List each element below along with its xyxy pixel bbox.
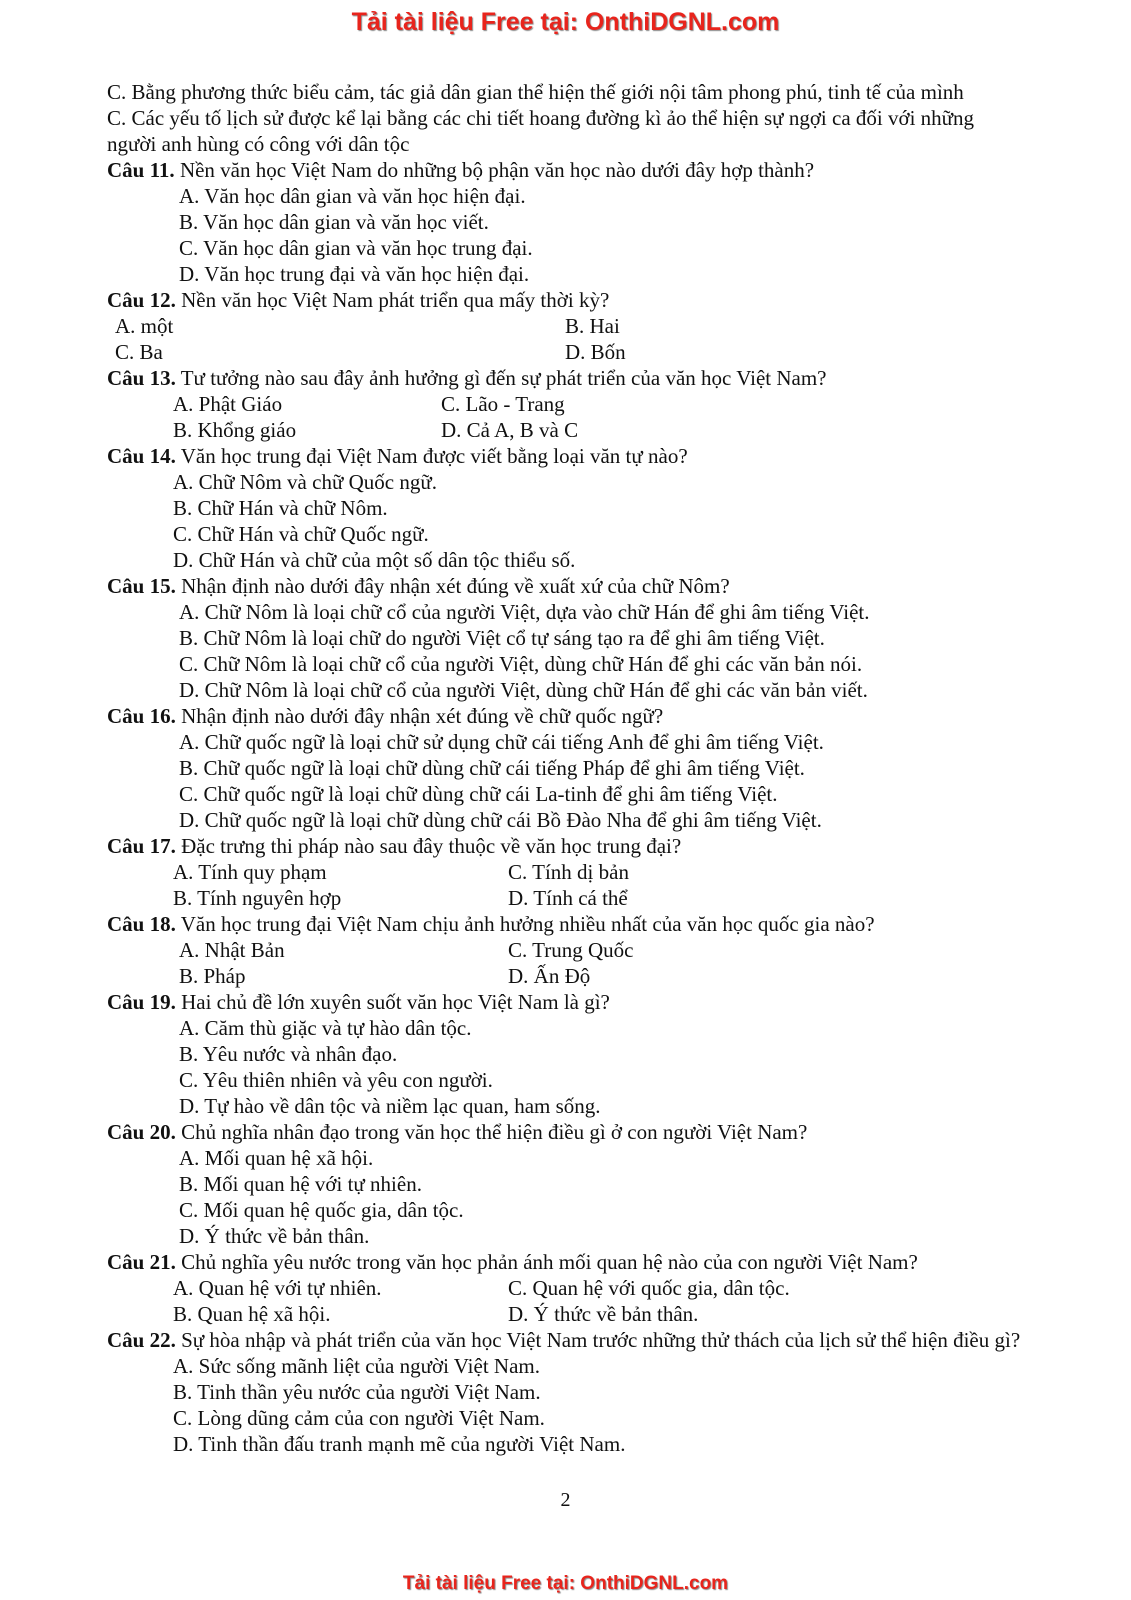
option: B. Chữ Hán và chữ Nôm. (173, 496, 388, 520)
option: A. Tính quy phạm (173, 860, 327, 884)
option: B. Quan hệ xã hội. (173, 1302, 331, 1326)
option: A. Phật Giáo (173, 392, 283, 416)
option: B. Mối quan hệ với tự nhiên. (179, 1172, 422, 1196)
option: D. Tự hào về dân tộc và niềm lạc quan, ham sống. (179, 1094, 601, 1118)
option-row (107, 391, 1027, 417)
option: D. Tính cá thể (508, 886, 628, 910)
question-label: Câu 17. (107, 834, 176, 858)
option: B. Tinh thần yêu nước của người Việt Nam. (173, 1380, 541, 1404)
question-label: Câu 20. (107, 1120, 176, 1144)
option: D. Chữ quốc ngữ là loại chữ dùng chữ cái Bồ Đào Nha để ghi âm tiếng Việt. (179, 808, 822, 832)
option: D. Chữ Nôm là loại chữ cổ của người Việt, dùng chữ Hán để ghi các văn bản viết. (179, 678, 868, 702)
option: B. Văn học dân gian và văn học viết. (179, 210, 489, 234)
question-text: Nhận định nào dưới đây nhận xét đúng về xuất xứ của chữ Nôm? (181, 574, 730, 598)
question-label: Câu 13. (107, 366, 176, 390)
question-label: Câu 22. (107, 1328, 176, 1352)
option: D. Ý thức về bản thân. (179, 1224, 370, 1248)
option-row (107, 885, 1027, 911)
option-row (107, 1275, 1027, 1301)
question-label: Câu 12. (107, 288, 176, 312)
question-label: Câu 16. (107, 704, 176, 728)
option: B. Tính nguyên hợp (173, 886, 342, 910)
question-20 (107, 1119, 1027, 1145)
question-12 (107, 287, 1027, 313)
option-row (107, 313, 1027, 339)
question-14 (107, 443, 1027, 469)
option: D. Ý thức về bản thân. (508, 1302, 699, 1326)
option: C. Trung Quốc (508, 938, 634, 962)
option: C. Văn học dân gian và văn học trung đại. (179, 236, 533, 260)
option: C. Chữ Hán và chữ Quốc ngữ. (173, 522, 429, 546)
option-row (107, 859, 1027, 885)
option: A. một (115, 314, 174, 338)
question-21 (107, 1249, 1027, 1275)
question-text: Văn học trung đại Việt Nam được viết bằng loại văn tự nào? (180, 444, 688, 468)
option: C. Yêu thiên nhiên và yêu con người. (179, 1068, 493, 1092)
question-text: Đặc trưng thi pháp nào sau đây thuộc về văn học trung đại? (181, 834, 682, 858)
option: B. Chữ Nôm là loại chữ do người Việt cổ tự sáng tạo ra để ghi âm tiếng Việt. (179, 626, 825, 650)
question-text: Nền văn học Việt Nam do những bộ phận văn học nào dưới đây hợp thành? (179, 158, 815, 182)
option: D. Ấn Độ (508, 964, 591, 988)
option: A. Mối quan hệ xã hội. (179, 1146, 374, 1170)
option-row (107, 1301, 1027, 1327)
option: C. Tính dị bản (508, 860, 629, 884)
option-row (107, 339, 1027, 365)
question-text: Chủ nghĩa nhân đạo trong văn học thể hiện điều gì ở con người Việt Nam? (181, 1120, 808, 1144)
page-number: 2 (560, 1489, 571, 1511)
option: D. Tinh thần đấu tranh mạnh mẽ của người Việt Nam. (173, 1432, 626, 1456)
option: C. Quan hệ với quốc gia, dân tộc. (508, 1276, 790, 1300)
option: A. Chữ Nôm là loại chữ cổ của người Việt, dựa vào chữ Hán để ghi âm tiếng Việt. (179, 600, 870, 624)
option: B. Pháp (179, 964, 246, 988)
document-body (107, 79, 1027, 1457)
option: B. Khổng giáo (173, 418, 297, 442)
option-row (107, 937, 1027, 963)
option: A. Chữ Nôm và chữ Quốc ngữ. (173, 470, 437, 494)
question-text: Hai chủ đề lớn xuyên suốt văn học Việt Nam là gì? (181, 990, 610, 1014)
option-row (107, 417, 1027, 443)
header-banner[interactable]: Tải tài liệu Free tại: OnthiDGNL.com (351, 8, 780, 36)
option: D. Bốn (565, 340, 626, 364)
question-19 (107, 989, 1027, 1015)
option: B. Yêu nước và nhân đạo. (179, 1042, 398, 1066)
option: A. Nhật Bản (179, 938, 285, 962)
question-18 (107, 911, 1027, 937)
footer-banner[interactable]: Tải tài liệu Free tại: OnthiDGNL.com (402, 1573, 729, 1594)
question-22 (107, 1327, 1027, 1353)
option: C. Mối quan hệ quốc gia, dân tộc. (179, 1198, 464, 1222)
question-17 (107, 833, 1027, 859)
option: C. Lòng dũng cảm của con người Việt Nam. (173, 1406, 545, 1430)
question-13 (107, 365, 1027, 391)
question-label: Câu 14. (107, 444, 176, 468)
option-row (107, 963, 1027, 989)
intro-line: C. Các yếu tố lịch sử được kể lại bằng các chi tiết hoang đường kì ảo thể hiện sự ngợi ca đối với những người anh hùng có công với dân tộc (107, 106, 975, 156)
option: D. Cả A, B và C (441, 418, 579, 442)
question-label: Câu 15. (107, 574, 176, 598)
question-16 (107, 703, 1027, 729)
question-text: Nền văn học Việt Nam phát triển qua mấy thời kỳ? (181, 288, 610, 312)
question-15 (107, 573, 1027, 599)
question-label: Câu 11. (107, 158, 175, 182)
question-text: Sự hòa nhập và phát triển của văn học Việt Nam trước những thử thách của lịch sử thể hiện điều gì? (181, 1328, 1021, 1352)
option: A. Quan hệ với tự nhiên. (173, 1276, 382, 1300)
option: A. Căm thù giặc và tự hào dân tộc. (179, 1016, 472, 1040)
question-11 (107, 157, 1027, 183)
option: A. Chữ quốc ngữ là loại chữ sử dụng chữ cái tiếng Anh để ghi âm tiếng Việt. (179, 730, 824, 754)
option: C. Chữ Nôm là loại chữ cổ của người Việt, dùng chữ Hán để ghi các văn bản nói. (179, 652, 863, 676)
question-text: Tư tưởng nào sau đây ảnh hưởng gì đến sự phát triển của văn học Việt Nam? (180, 366, 827, 390)
option: A. Sức sống mãnh liệt của người Việt Nam. (173, 1354, 540, 1378)
intro-line: C. Bằng phương thức biểu cảm, tác giả dân gian thể hiện thế giới nội tâm phong phú, tinh tế của mình (107, 80, 964, 104)
question-text: Nhận định nào dưới đây nhận xét đúng về chữ quốc ngữ? (181, 704, 664, 728)
option: C. Ba (115, 340, 163, 364)
question-label: Câu 18. (107, 912, 176, 936)
question-label: Câu 19. (107, 990, 176, 1014)
question-label: Câu 21. (107, 1250, 176, 1274)
option: D. Chữ Hán và chữ của một số dân tộc thiểu số. (173, 548, 576, 572)
option: C. Lão - Trang (441, 392, 565, 416)
option: D. Văn học trung đại và văn học hiện đại. (179, 262, 530, 286)
question-text: Văn học trung đại Việt Nam chịu ảnh hưởng nhiều nhất của văn học quốc gia nào? (180, 912, 875, 936)
option: A. Văn học dân gian và văn học hiện đại. (179, 184, 526, 208)
option: B. Hai (565, 314, 620, 338)
option: C. Chữ quốc ngữ là loại chữ dùng chữ cái La-tinh để ghi âm tiếng Việt. (179, 782, 778, 806)
question-text: Chủ nghĩa yêu nước trong văn học phản ánh mối quan hệ nào của con người Việt Nam? (181, 1250, 918, 1274)
option: B. Chữ quốc ngữ là loại chữ dùng chữ cái tiếng Pháp để ghi âm tiếng Việt. (179, 756, 805, 780)
